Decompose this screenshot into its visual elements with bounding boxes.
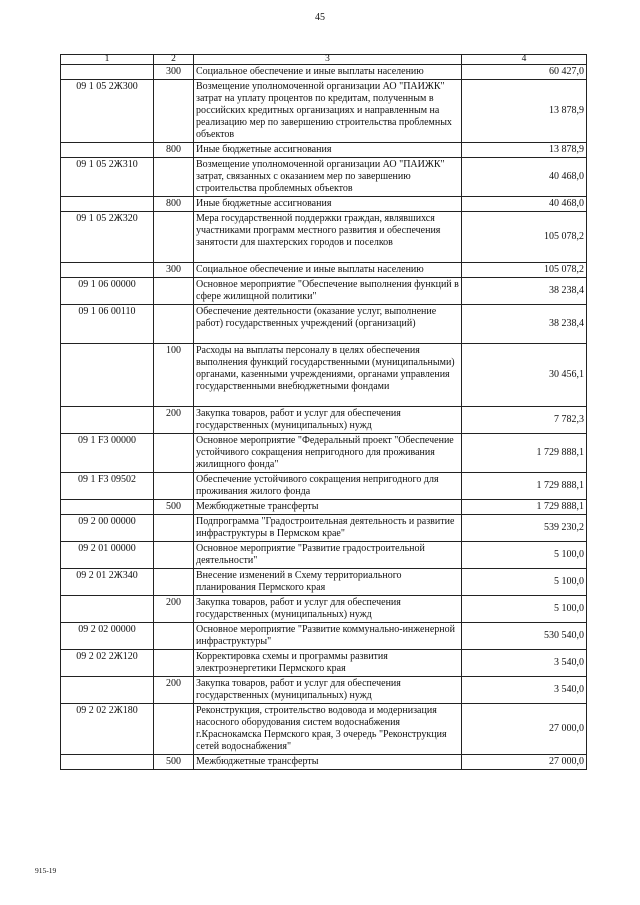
table-row: [61, 434, 587, 473]
amount-cell: 1 729 888,1: [462, 500, 587, 515]
expense-type-cell: 800: [154, 143, 194, 158]
name-cell: Иные бюджетные ассигнования: [194, 143, 462, 158]
amount-cell: 60 427,0: [462, 65, 587, 80]
name-cell: Обеспечение деятельности (оказание услуг, выполнение работ) государственных учреждений (организаций): [194, 305, 462, 344]
expense-type-cell: [154, 158, 194, 197]
name-cell: Закупка товаров, работ и услуг для обеспечения государственных (муниципальных) нужд: [194, 596, 462, 623]
expense-type-cell: [154, 569, 194, 596]
amount-cell: 27 000,0: [462, 755, 587, 770]
table-row: [61, 158, 587, 197]
code-cell: [61, 407, 154, 434]
expense-type-cell: [154, 542, 194, 569]
code-cell: 09 1 05 2Ж320: [61, 212, 154, 263]
expense-type-cell: [154, 650, 194, 677]
table-row: [61, 143, 587, 158]
expense-type-cell: 100: [154, 344, 194, 407]
amount-cell: 1 729 888,1: [462, 473, 587, 500]
table-row: [61, 542, 587, 569]
amount-cell: 38 238,4: [462, 305, 587, 344]
header-cell-col1: 1: [61, 55, 154, 65]
code-cell: 09 2 02 00000: [61, 623, 154, 650]
amount-cell: 40 468,0: [462, 158, 587, 197]
table-row: [61, 755, 587, 770]
code-cell: [61, 500, 154, 515]
code-cell: 09 2 01 2Ж340: [61, 569, 154, 596]
table-row: [61, 65, 587, 80]
amount-cell: 40 468,0: [462, 197, 587, 212]
name-cell: Возмещение уполномоченной организации АО "ПАИЖК" затрат на уплату процентов по кредитам, полученным в российских кредитных организациях и направленным на реализацию мер по завершению строительства проблемных объектов: [194, 80, 462, 143]
amount-cell: 13 878,9: [462, 80, 587, 143]
code-cell: 09 2 00 00000: [61, 515, 154, 542]
code-cell: 09 1 F3 00000: [61, 434, 154, 473]
code-cell: 09 1 F3 09502: [61, 473, 154, 500]
code-cell: 09 1 05 2Ж310: [61, 158, 154, 197]
amount-cell: 105 078,2: [462, 263, 587, 278]
budget-table: [60, 54, 587, 770]
table-row: [61, 80, 587, 143]
name-cell: Иные бюджетные ассигнования: [194, 197, 462, 212]
expense-type-cell: 800: [154, 197, 194, 212]
name-cell: Подпрограмма "Градостроительная деятельность и развитие инфраструктуры в Пермском крае": [194, 515, 462, 542]
expense-type-cell: [154, 704, 194, 755]
code-cell: [61, 143, 154, 158]
table-row: [61, 623, 587, 650]
code-cell: [61, 596, 154, 623]
expense-type-cell: 300: [154, 65, 194, 80]
code-cell: [61, 197, 154, 212]
code-cell: 09 1 05 2Ж300: [61, 80, 154, 143]
expense-type-cell: 500: [154, 500, 194, 515]
table-row: [61, 473, 587, 500]
code-cell: 09 1 06 00000: [61, 278, 154, 305]
header-cell-col2: 2: [154, 55, 194, 65]
expense-type-cell: [154, 623, 194, 650]
code-cell: [61, 755, 154, 770]
amount-cell: 38 238,4: [462, 278, 587, 305]
name-cell: Мера государственной поддержки граждан, являвшихся участниками программ местного развития и обеспечения занятости для шахтерских городов и поселков: [194, 212, 462, 263]
table-row: [61, 500, 587, 515]
expense-type-cell: [154, 515, 194, 542]
table-row: [61, 344, 587, 407]
amount-cell: 7 782,3: [462, 407, 587, 434]
table-header-row: [61, 55, 587, 65]
table-row: [61, 278, 587, 305]
amount-cell: 5 100,0: [462, 569, 587, 596]
name-cell: Основное мероприятие "Развитие коммунально-инженерной инфраструктуры": [194, 623, 462, 650]
name-cell: Расходы на выплаты персоналу в целях обеспечения выполнения функций государственными (муниципальными) органами, казенными учреждениями, органами управления государственными внебюджетными фондами: [194, 344, 462, 407]
expense-type-cell: [154, 278, 194, 305]
expense-type-cell: [154, 80, 194, 143]
table-row: [61, 515, 587, 542]
table-row: [61, 704, 587, 755]
table-row: [61, 212, 587, 263]
expense-type-cell: [154, 212, 194, 263]
name-cell: Основное мероприятие "Федеральный проект "Обеспечение устойчивого сокращения непригодного для проживания жилищного фонда": [194, 434, 462, 473]
table-row: [61, 197, 587, 212]
expense-type-cell: 200: [154, 677, 194, 704]
name-cell: Основное мероприятие "Обеспечение выполнения функций в сфере жилищной политики": [194, 278, 462, 305]
name-cell: Корректировка схемы и программы развития электроэнергетики Пермского края: [194, 650, 462, 677]
table-row: [61, 263, 587, 278]
amount-cell: 5 100,0: [462, 542, 587, 569]
expense-type-cell: 300: [154, 263, 194, 278]
name-cell: Закупка товаров, работ и услуг для обеспечения государственных (муниципальных) нужд: [194, 677, 462, 704]
amount-cell: 30 456,1: [462, 344, 587, 407]
code-cell: [61, 65, 154, 80]
expense-type-cell: 500: [154, 755, 194, 770]
amount-cell: 105 078,2: [462, 212, 587, 263]
amount-cell: 5 100,0: [462, 596, 587, 623]
code-cell: 09 1 06 00110: [61, 305, 154, 344]
name-cell: Межбюджетные трансферты: [194, 500, 462, 515]
table-row: [61, 677, 587, 704]
amount-cell: 530 540,0: [462, 623, 587, 650]
code-cell: 09 2 02 2Ж120: [61, 650, 154, 677]
expense-type-cell: [154, 473, 194, 500]
name-cell: Возмещение уполномоченной организации АО "ПАИЖК" затрат, связанных с оказанием мер по завершению строительства проблемных объектов: [194, 158, 462, 197]
code-cell: [61, 677, 154, 704]
table-row: [61, 407, 587, 434]
name-cell: Закупка товаров, работ и услуг для обеспечения государственных (муниципальных) нужд: [194, 407, 462, 434]
table-row: [61, 650, 587, 677]
name-cell: Социальное обеспечение и иные выплаты населению: [194, 65, 462, 80]
header-cell-col3: 3: [194, 55, 462, 65]
name-cell: Межбюджетные трансферты: [194, 755, 462, 770]
expense-type-cell: 200: [154, 407, 194, 434]
table-row: [61, 596, 587, 623]
table-row: [61, 569, 587, 596]
name-cell: Основное мероприятие "Развитие градостроительной деятельности": [194, 542, 462, 569]
expense-type-cell: [154, 305, 194, 344]
document-code: 915-19: [35, 866, 57, 875]
amount-cell: 539 230,2: [462, 515, 587, 542]
amount-cell: 13 878,9: [462, 143, 587, 158]
expense-type-cell: [154, 434, 194, 473]
code-cell: [61, 263, 154, 278]
expense-type-cell: 200: [154, 596, 194, 623]
code-cell: 09 2 02 2Ж180: [61, 704, 154, 755]
table-row: [61, 305, 587, 344]
name-cell: Социальное обеспечение и иные выплаты населению: [194, 263, 462, 278]
amount-cell: 3 540,0: [462, 677, 587, 704]
page-number: 45: [315, 12, 325, 23]
header-cell-col4: 4: [462, 55, 587, 65]
name-cell: Обеспечение устойчивого сокращения непригодного для проживания жилого фонда: [194, 473, 462, 500]
name-cell: Реконструкция, строительство водовода и модернизация насосного оборудования систем водоснабжения г.Краснокамска Пермского края, 3 очередь "Реконструкция сетей водоснабжения": [194, 704, 462, 755]
amount-cell: 1 729 888,1: [462, 434, 587, 473]
name-cell: Внесение изменений в Схему территориального планирования Пермского края: [194, 569, 462, 596]
amount-cell: 3 540,0: [462, 650, 587, 677]
code-cell: 09 2 01 00000: [61, 542, 154, 569]
code-cell: [61, 344, 154, 407]
amount-cell: 27 000,0: [462, 704, 587, 755]
